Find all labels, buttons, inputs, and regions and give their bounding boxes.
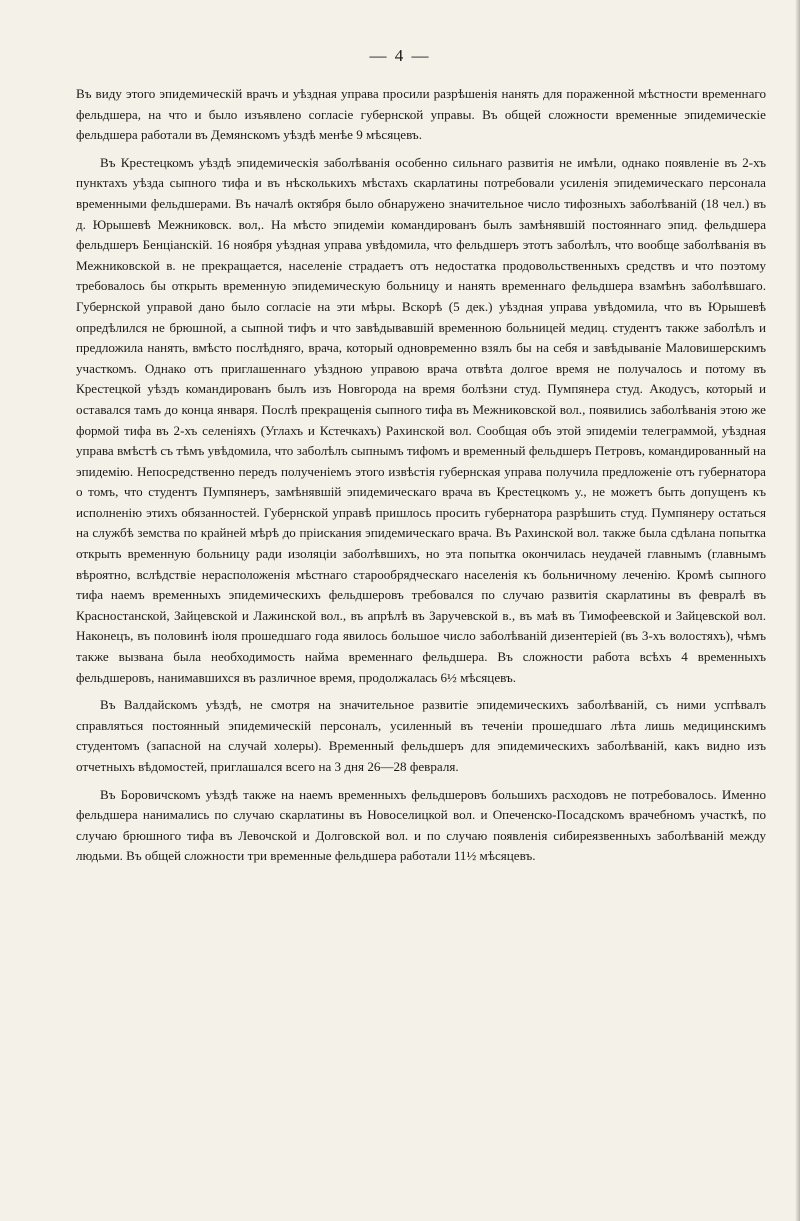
paragraph-demyansk-end: Въ виду этого эпидемическій врачъ и уѣздная управа просили разрѣшенія нанять для пораженной мѣстности временнаго фельдшера, на что и было изъявлено согласіе губернской управы. Въ общей сложности временные эпидемическіе фельдшера работали въ Демянскомъ уѣздѣ менѣе 9 мѣсяцевъ. — [76, 86, 766, 143]
document-body — [76, 84, 766, 874]
paragraph-valdaysky: Въ Валдайскомъ уѣздѣ, не смотря на значительное развитіе эпидемическихъ заболѣваній, съ ними успѣвалъ справляться постоянный эпидемическій персоналъ, усиленный въ теченіи прошедшаго лѣта лишь медицинскимъ студентомъ (запасной на случай холеры). Временный фельдшеръ для эпидемическихъ заболѣваній, какъ видно изъ отчетныхъ вѣдомостей, приглашался всего на 3 дня 26—28 февраля. — [76, 697, 766, 774]
paragraph-borovichsky: Въ Боровичскомъ уѣздѣ также на наемъ временныхъ фельдшеровъ большихъ расходовъ не потребовалось. Именно фельдшера нанимались по случаю скарлатины въ Новоселицкой вол. и Опеченско-Посадскомъ врачебномъ участкѣ, по случаю брюшного тифа въ Левочской и Долговской вол. и по случаю появленія сибиреязвенныхъ заболѣваній между людьми. Въ общей сложности три временные фельдшера работали 11½ мѣсяцевъ. — [76, 786, 766, 864]
paragraph-krestetsky: Въ Крестецкомъ уѣздѣ эпидемическія заболѣванія особенно сильнаго развитія не имѣли, однако появленіе въ 2-хъ пунктахъ уѣзда сыпного тифа и въ нѣсколькихъ мѣстахъ скарлатины потребовали усиленія эпидемическаго персонала временными фельдшерами. Въ началѣ октября было обнаружено значительное число тифозныхъ заболѣваній (18 чел.) въ д. Юрышевѣ Межниковск. вол,. На мѣсто эпидеміи командированъ былъ замѣнявшій постояннаго эпид. фельдшера фельдшеръ Бенціанскій. 16 ноября уѣздная управа увѣдомила, что фельдшеръ этотъ заболѣлъ, что вообще заболѣванія въ Межниковской в. не прекращается, населеніе страдаетъ отъ недостатка продовольственныхъ средствъ и что поэтому требовалось бы открыть временную эпидемическую больницу и нанять временнаго фельдшера взамѣнъ заболѣвшаго. Губернской управой дано было согласіе на эти мѣры. Вскорѣ (5 дек.) уѣздная управа увѣдомила, что въ Юрышевѣ опредѣлился не брюшной, а сыпной тифъ и что завѣдывавшій временною больницей медиц. студентъ также заболѣлъ и предложила нанять, вмѣсто послѣдняго, врача, который одновременно взялъ бы на себя и завѣдываніе Маловишерскимъ участкомъ. Однако отъ приглашеннаго уѣздною управою врача отвѣта долгое время не получалось и потому въ Крестецкой уѣздъ командированъ былъ изъ Новгорода на время болѣзни студ. Пумпянера студ. Акодусъ, который и оставался тамъ до конца января. Послѣ прекращенія сыпного тифа въ Межниковской вол., появились заболѣванія этою же формой тифа въ 2-хъ селеніяхъ (Углахъ и Кстечкахъ) Рахинской вол. Сообщая объ этой эпидеміи телеграммой, уѣздная управа вмѣстѣ съ тѣмъ увѣдомила, что заболѣлъ сыпнымъ тифомъ и временный фельдшеръ Петровъ, командированный на эпидемію. Непосредственно передъ полученіемъ этого извѣстія губернская управа получила предложеніе отъ губернатора о томъ, что студентъ Пумпянеръ, замѣнявшій эпидемическаго врача въ Крестецкомъ у., не можетъ быть допущенъ къ исполненію этихъ обязанностей. Губернской управѣ пришлось просить губернатора разрѣшить студ. Пумпянеру остаться на службѣ земства по крайней мѣрѣ до пріискания эпидемическаго врача. Въ Рахинской вол. также была сдѣлана попытка открыть временную больницу ради изоляціи заболѣвшихъ, но эта попытка окончилась неудачей главнымъ (главнымъ вѣроятно, вслѣдствіе нерасположенія мѣстнаго старообрядческаго населенія къ больничному леченію. Кромѣ сыпного тифа наемъ временныхъ эпидемическихъ фельдшеровъ требовался по случаю развитія скарлатины въ февралѣ въ Красностанской, Зайцевской и Лажинской вол., въ апрѣлѣ въ Заручевской в., въ маѣ въ Тимофеевской и Зайцевской вол. Наконецъ, въ половинѣ іюля прошедшаго года явилось большое число заболѣваній дизентеріей (въ 3-хъ волостяхъ), чѣмъ также вызвана была необходимость найма временнаго фельдшера. Въ сложности работа всѣхъ 4 временныхъ фельдшеровъ, нанимавшихся въ различное время, продолжалась 6½ мѣсяцевъ. — [76, 154, 766, 685]
page-edge-shadow — [795, 0, 800, 1221]
page-number: — 4 — — [369, 46, 431, 65]
